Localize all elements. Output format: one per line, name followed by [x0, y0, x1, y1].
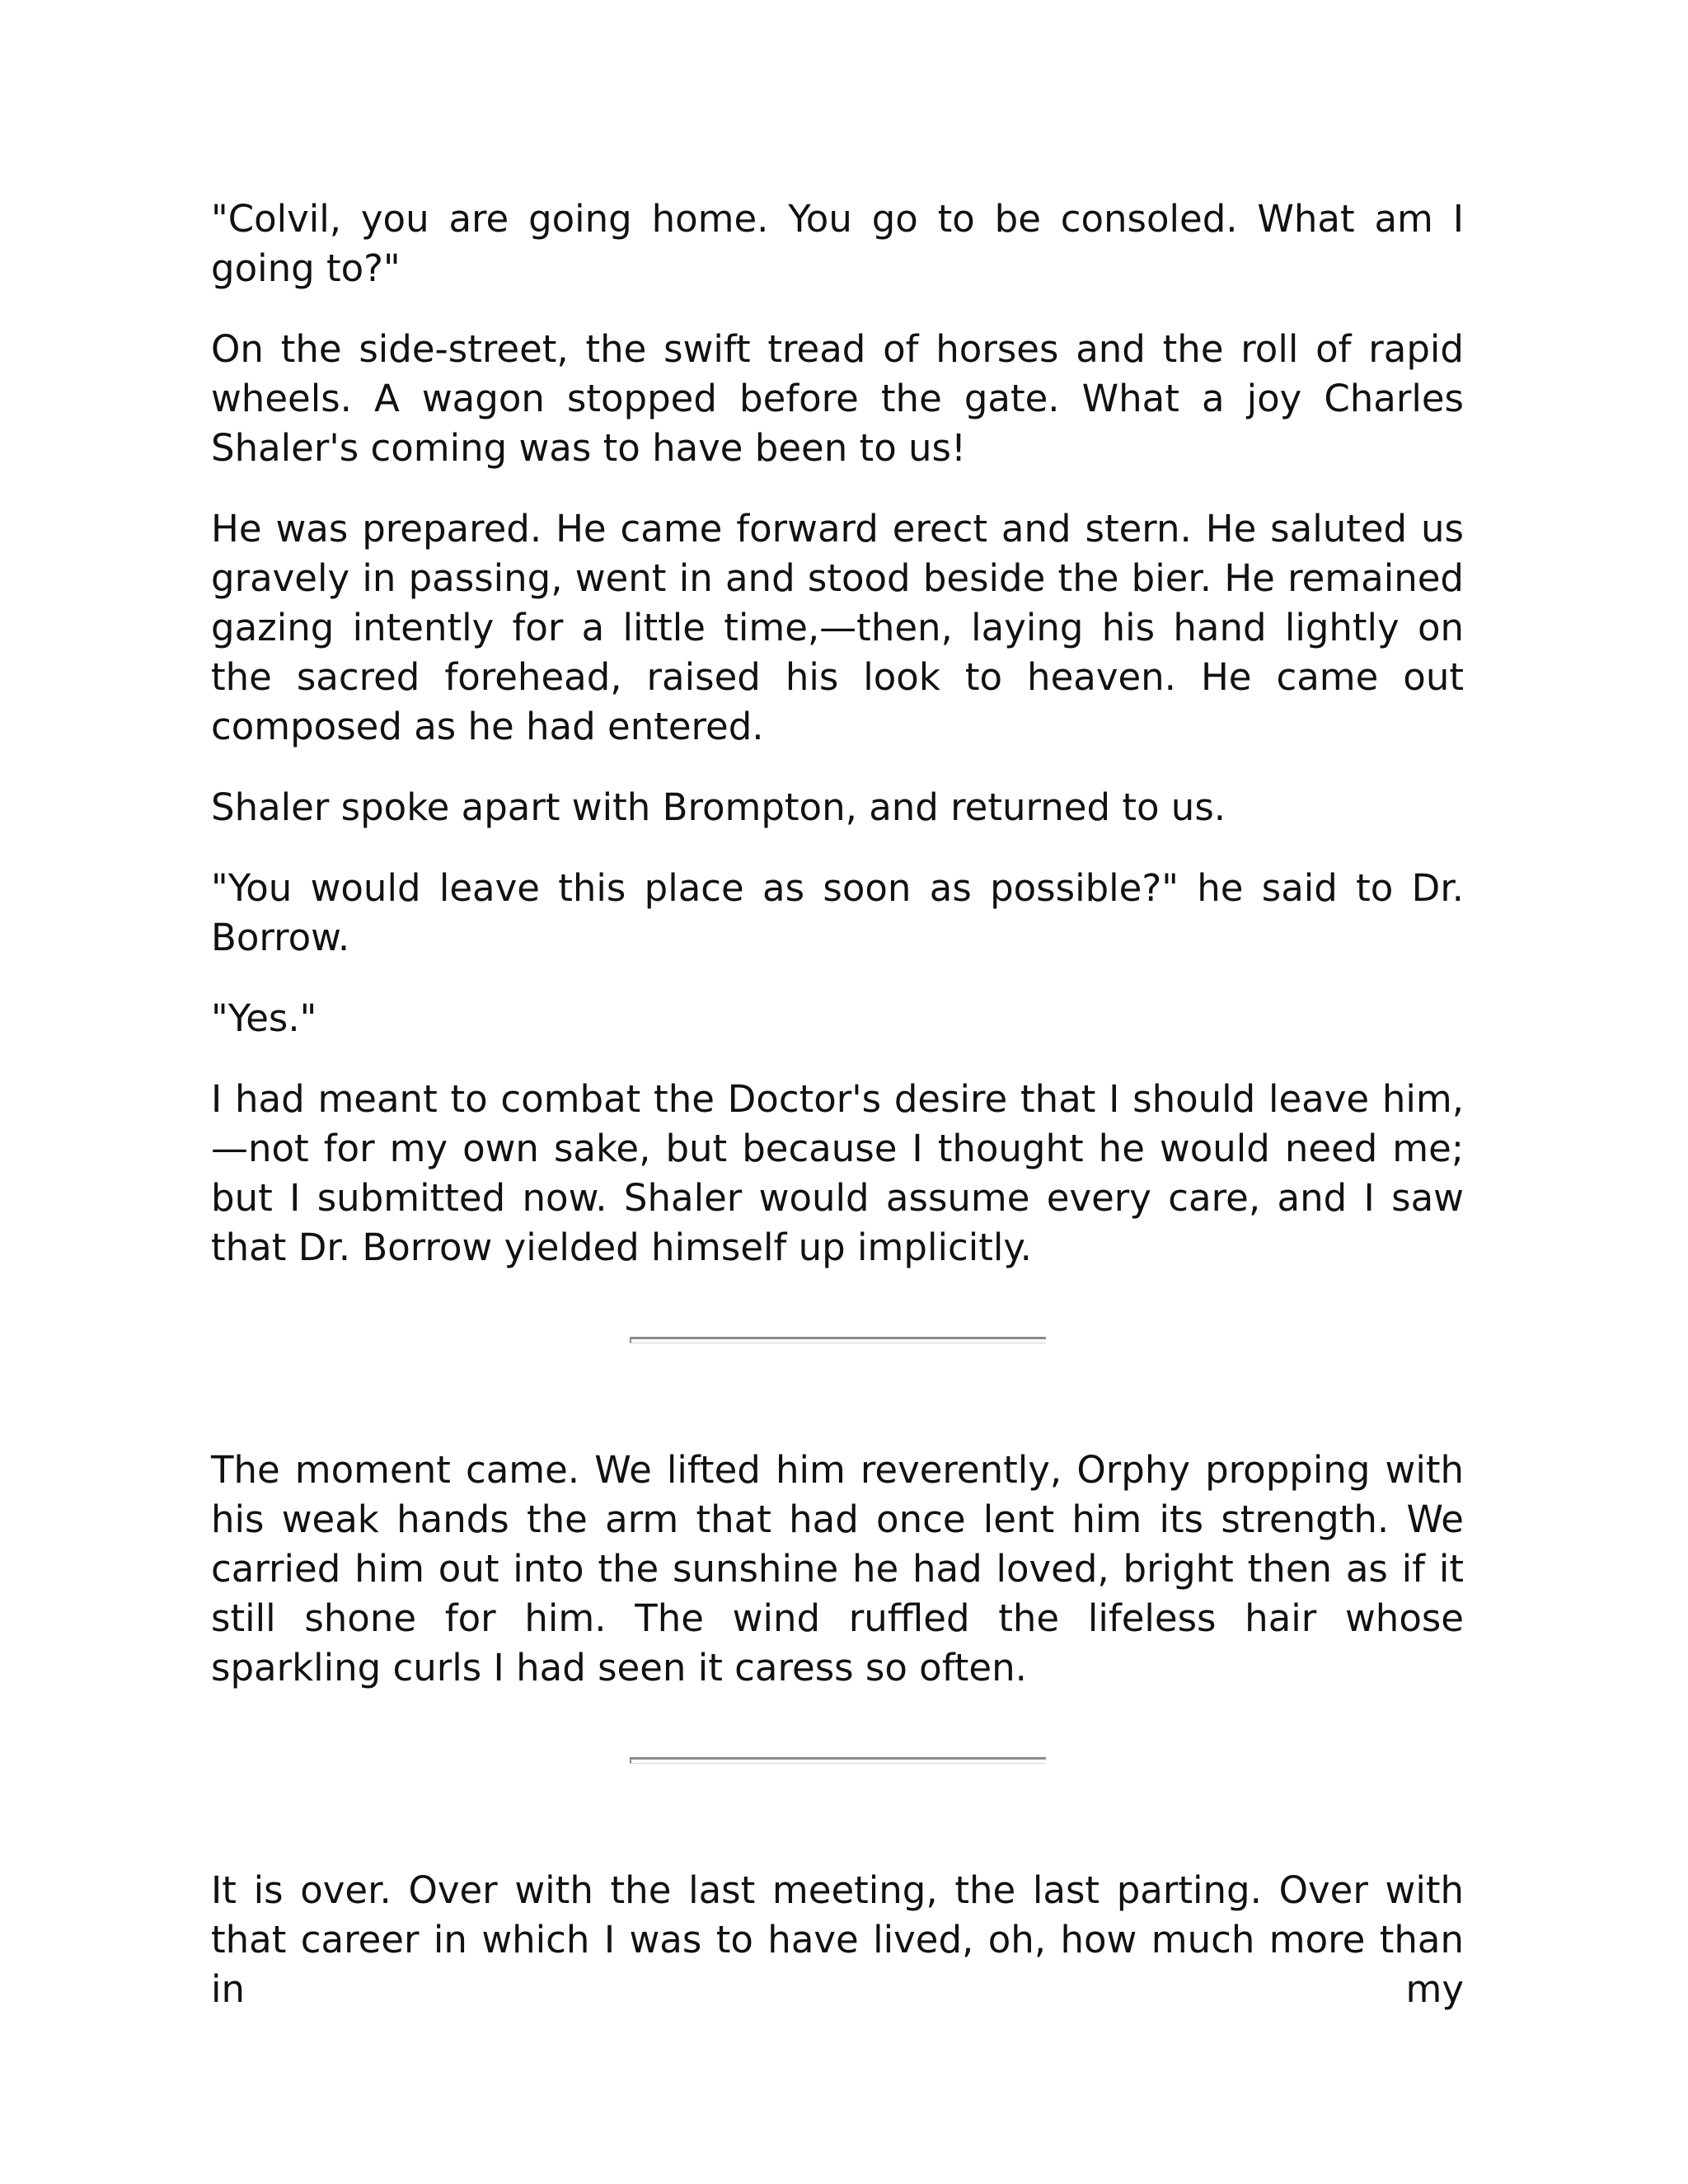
paragraph-yes: "Yes.": [211, 996, 317, 1040]
paragraph-moment-came: The moment came. We lifted him reverently, Orphy propping with his weak hands the arm that had once lent him its strength. We carried him out into the sunshine he had loved, bright then as if it still shone for him. The wind ruffled the lifeless hair whose sparkling curls I had seen it caress so often.: [211, 1448, 1464, 1690]
paragraph-shaler-at-bier: He was prepared. He came forward erect and stern. He saluted us gravely in passing, went in and stood beside the bier. He remained gazing intently for a little time,—then, laying his hand lightly on the sacred forehead, raised his look to heaven. He came out composed as he had entered.: [211, 507, 1464, 748]
section-divider-2: [630, 1757, 1046, 1764]
document-page: [211, 194, 1464, 2046]
section-divider-1: [630, 1337, 1046, 1343]
paragraph-doctors-desire: I had meant to combat the Doctor's desire that I should leave him,—not for my own sake, but because I thought he would need me; but I submitted now. Shaler would assume every care, and I saw that Dr. Borrow yielded himself up implicitly.: [211, 1077, 1464, 1269]
paragraph-it-is-over: It is over. Over with the last meeting, the last parting. Over with that career in which I was to have lived, oh, how much more than in my: [211, 1868, 1464, 2011]
paragraph-shaler-brompton: Shaler spoke apart with Brompton, and returned to us.: [211, 785, 1226, 829]
paragraph-side-street-wagon: On the side-street, the swift tread of horses and the roll of rapid wheels. A wagon stopped before the gate. What a joy Charles Shaler's coming was to have been to us!: [211, 327, 1464, 470]
paragraph-leave-this-place: "You would leave this place as soon as possible?" he said to Dr. Borrow.: [211, 866, 1464, 959]
paragraph-colvil-going-home: "Colvil, you are going home. You go to be consoled. What am I going to?": [211, 197, 1464, 290]
